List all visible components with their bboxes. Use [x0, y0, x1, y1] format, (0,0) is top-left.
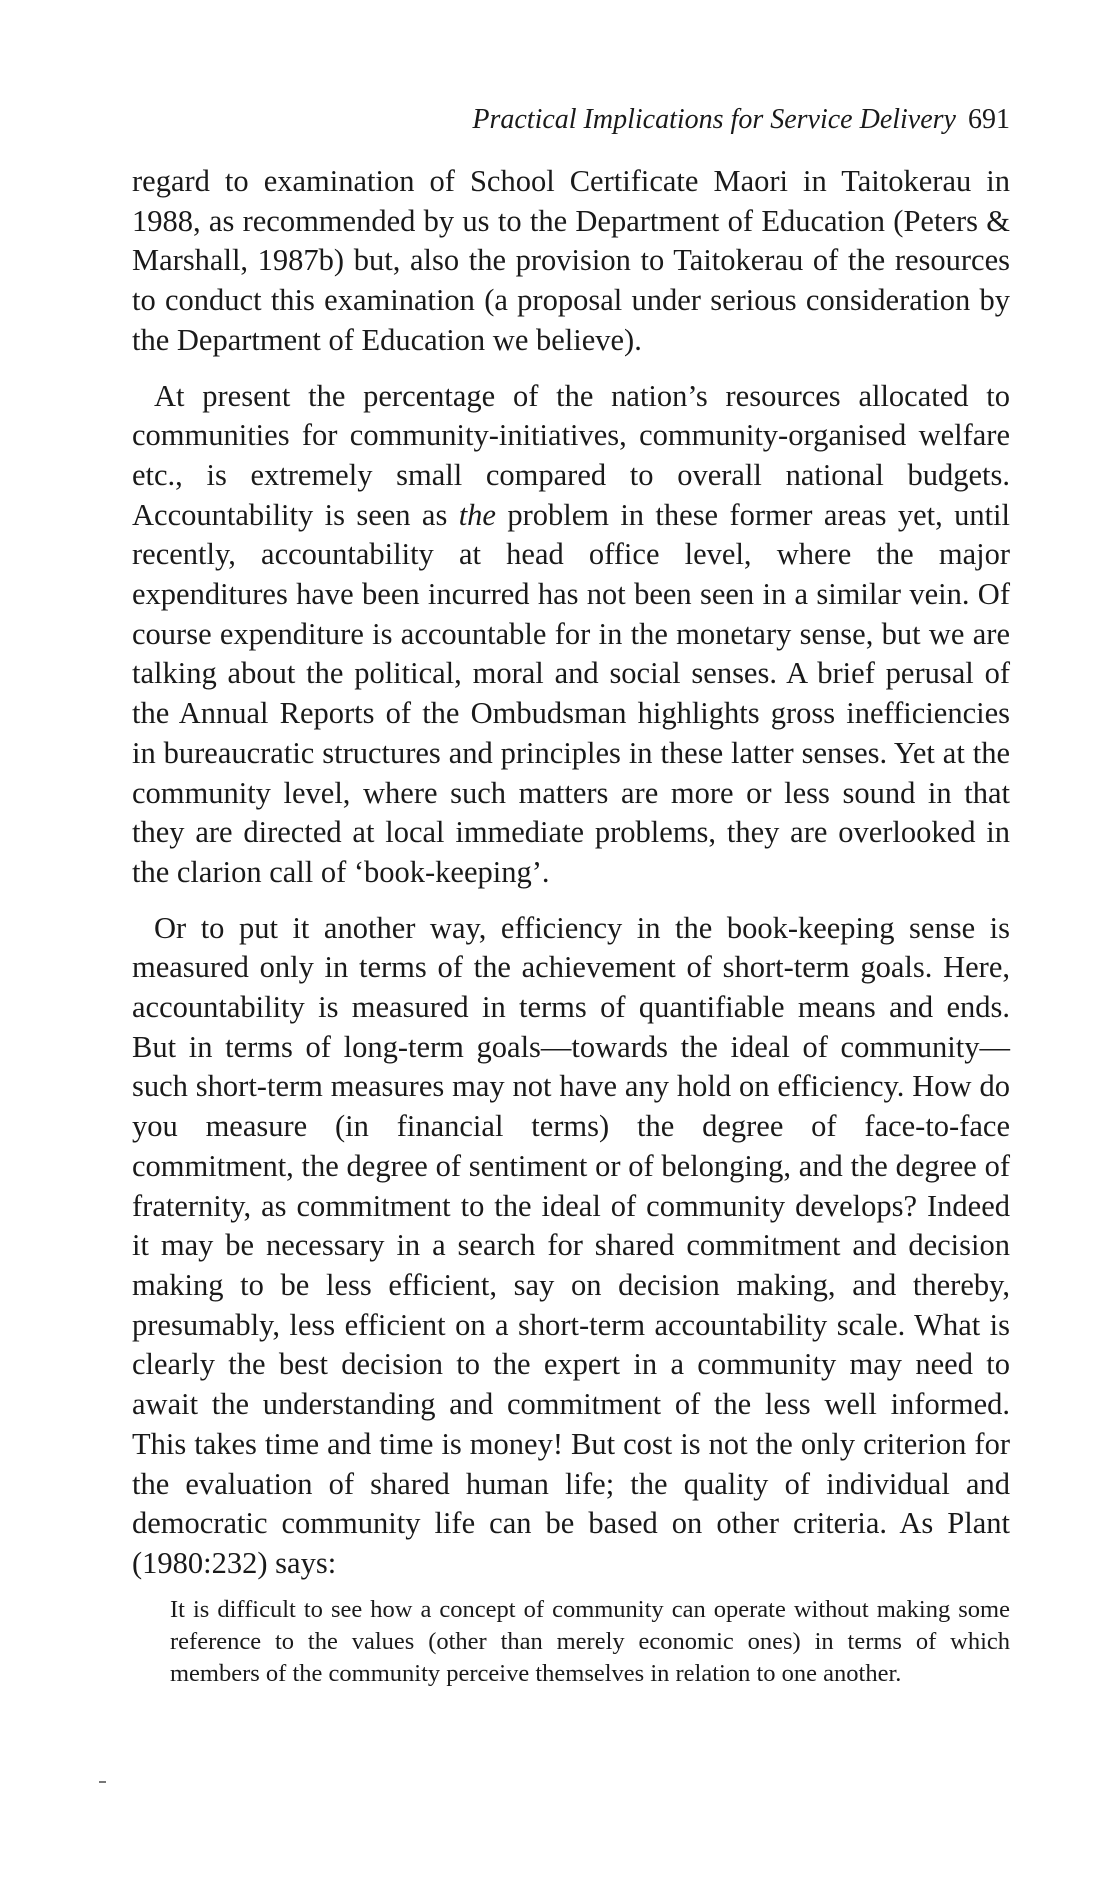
paragraph-2-part-a: At present the percentage of the nation’s resources allocated to communities for community-initiatives, community-organised welfare etc., is extremely small compared to overall national budgets. Accountability is seen as	[132, 378, 1010, 532]
block-quote: It is difficult to see how a concept of community can operate without making some reference to the values (other than merely economic ones) in terms of which members of the community perceive themselves in relation to one another.	[170, 1595, 1010, 1687]
running-head	[132, 100, 1010, 140]
book-page	[132, 100, 1010, 1690]
paragraph-2-emphasis: the	[458, 497, 496, 532]
paragraph-2	[132, 377, 1010, 893]
running-title: Practical Implications for Service Delivery	[472, 104, 956, 135]
paragraph-1: regard to examination of School Certificate Maori in Taitokerau in 1988, as recommended by us to the Department of Education (Peters & Marshall, 1987b) but, also the provision to Taitokerau of the resources to conduct this examination (a proposal under serious consideration by the Department of Education we believe).	[132, 164, 1010, 357]
margin-mark	[99, 1781, 106, 1783]
page-number: 691	[968, 104, 1010, 135]
paragraph-2-part-b: problem in these former areas yet, until recently, accountability at head office level, where the major expenditures have been incurred has not been seen in a similar vein. Of course expenditure is accountable for in the monetary sense, but we are talking about the political, moral and social senses. A brief perusal of the Annual Reports of the Ombudsman highlights gross inefficiencies in bureaucratic structures and principles in these latter senses. Yet at the community level, where such matters are more or less sound in that they are directed at local immediate problems, they are overlooked in the clarion call of ‘book-keeping’.	[132, 497, 1010, 889]
paragraph-3: Or to put it another way, efficiency in the book-keeping sense is measured only in terms of the achievement of short-term goals. Here, accountability is measured in terms of quantifiable means and ends. But in terms of long-term goals—towards the ideal of community—such short-term measures may not have any hold on efficiency. How do you measure (in financial terms) the degree of face-to-face commitment, the degree of sentiment or of belonging, and the degree of fraternity, as commitment to the ideal of community develops? Indeed it may be necessary in a search for shared commitment and decision making to be less efficient, say on decision making, and thereby, presumably, less efficient on a short-term accountability scale. What is clearly the best decision to the expert in a community may need to await the understanding and commitment of the less well informed. This takes time and time is money! But cost is not the only criterion for the evaluation of shared human life; the quality of individual and democratic community life can be based on other criteria. As Plant (1980:232) says:	[132, 910, 1010, 1580]
